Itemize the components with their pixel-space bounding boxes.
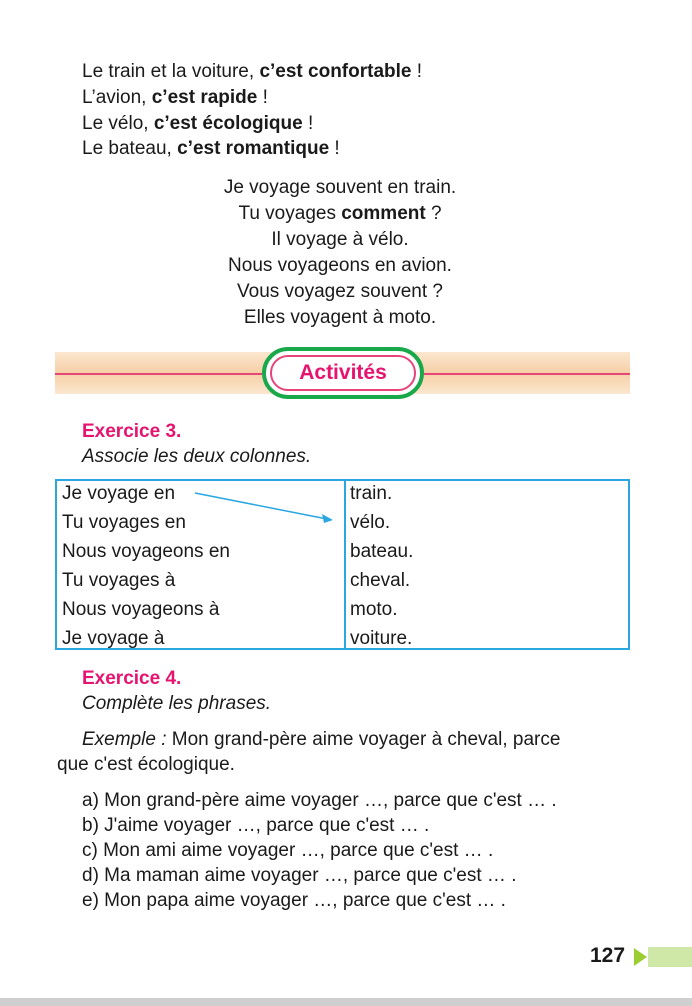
conjugation-line bbox=[140, 201, 540, 227]
left-cell: Nous voyageons en bbox=[62, 541, 230, 562]
list-item: d) Ma maman aime voyager …, parce que c'est … . bbox=[82, 865, 517, 886]
left-cell: Je voyage en bbox=[62, 483, 176, 504]
intro-line-4 bbox=[82, 136, 340, 162]
right-cell: voiture. bbox=[350, 628, 413, 649]
page-arrow-icon bbox=[634, 948, 647, 966]
example-text: Mon grand-père aime voyager à cheval, parce bbox=[166, 729, 561, 750]
conjugation-line: Il voyage à vélo. bbox=[271, 229, 409, 250]
page-tab bbox=[648, 947, 692, 967]
conjugation-text: ? bbox=[425, 203, 442, 224]
left-cell: Tu voyages en bbox=[62, 512, 186, 533]
intro-end: ! bbox=[411, 61, 423, 82]
right-cell: cheval. bbox=[350, 570, 411, 591]
example-line-1 bbox=[57, 727, 632, 752]
conjugation-line: Nous voyageons en avion. bbox=[228, 255, 452, 276]
intro-text: Le bateau, bbox=[82, 138, 178, 159]
exercise-3-title: Exercice 3. bbox=[82, 421, 182, 442]
intro-bold: c’est romantique bbox=[177, 138, 330, 159]
activities-label: Activités bbox=[270, 355, 416, 391]
activities-badge bbox=[262, 347, 424, 399]
conjugation-block bbox=[140, 175, 540, 331]
list-item: a) Mon grand-père aime voyager …, parce que c'est … . bbox=[82, 790, 557, 811]
right-cell: vélo. bbox=[350, 512, 391, 533]
intro-line-3 bbox=[82, 111, 313, 137]
intro-end: ! bbox=[329, 138, 340, 159]
right-cell: moto. bbox=[350, 599, 398, 620]
exercise-4-instruction: Complète les phrases. bbox=[82, 693, 272, 714]
left-cell: Nous voyageons à bbox=[62, 599, 220, 620]
right-cell: train. bbox=[350, 483, 393, 504]
example-arrow-icon bbox=[57, 481, 632, 652]
matching-table bbox=[55, 479, 630, 650]
intro-line-1 bbox=[82, 59, 422, 85]
list-item: c) Mon ami aime voyager …, parce que c'est … . bbox=[82, 840, 494, 861]
intro-end: ! bbox=[302, 113, 314, 134]
intro-line-2 bbox=[82, 85, 268, 111]
intro-end: ! bbox=[257, 87, 268, 108]
intro-bold: c’est écologique bbox=[153, 113, 303, 134]
conjugation-line: Je voyage souvent en train. bbox=[223, 177, 457, 198]
conjugation-text: Tu voyages bbox=[238, 203, 342, 224]
intro-bold: c’est rapide bbox=[151, 87, 258, 108]
example-line-2: que c'est écologique. bbox=[57, 754, 235, 775]
example-label: Exemple : bbox=[82, 729, 167, 750]
conjugation-line: Vous voyagez souvent ? bbox=[237, 281, 443, 302]
left-cell: Je voyage à bbox=[62, 628, 165, 649]
left-cell: Tu voyages à bbox=[62, 570, 176, 591]
intro-bold: c’est confortable bbox=[259, 61, 412, 82]
right-cell: bateau. bbox=[350, 541, 414, 562]
exercise-3-instruction: Associe les deux colonnes. bbox=[82, 446, 312, 467]
list-item: e) Mon papa aime voyager …, parce que c'est … . bbox=[82, 890, 506, 911]
page-number: 127 bbox=[590, 944, 626, 967]
exercise-4-title: Exercice 4. bbox=[82, 668, 182, 689]
footer-bar bbox=[0, 998, 692, 1006]
conjugation-bold: comment bbox=[341, 203, 426, 224]
sentence-list bbox=[82, 788, 557, 913]
conjugation-line: Elles voyagent à moto. bbox=[243, 307, 437, 328]
list-item: b) J'aime voyager …, parce que c'est … . bbox=[82, 815, 430, 836]
intro-text: Le train et la voiture, bbox=[82, 61, 260, 82]
example-paragraph bbox=[57, 727, 632, 777]
intro-text: Le vélo, bbox=[82, 113, 154, 134]
intro-text: L’avion, bbox=[82, 87, 152, 108]
